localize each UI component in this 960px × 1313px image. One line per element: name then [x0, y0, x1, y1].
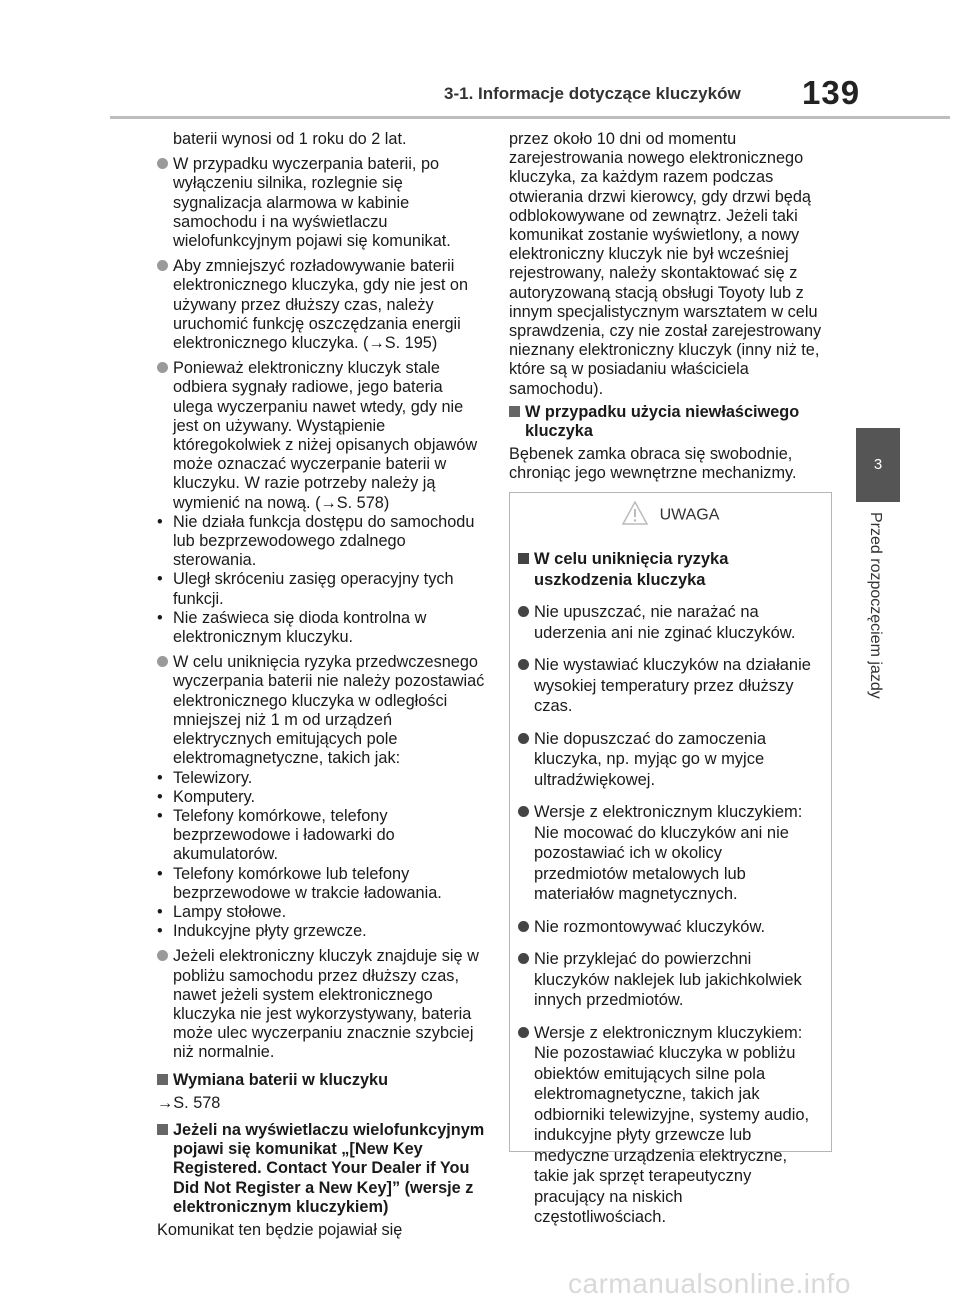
- list-item-text: Aby zmniejszyć rozładowywanie baterii elektronicznego kluczyka, gdy nie jest on używany przez dłuższy czas, należy uruchomić funkcję oszczędzania energii elektronicznego kluczyka. (→S. 195): [173, 257, 469, 353]
- warning-item: [518, 1023, 817, 1228]
- page-reference-link[interactable]: →S. 578: [157, 1093, 221, 1112]
- dot-marker-icon: •: [157, 902, 163, 921]
- sub-list-item: [157, 922, 487, 941]
- sub-list-item-text: Lampy stołowe.: [173, 902, 287, 921]
- dot-marker-icon: •: [157, 512, 163, 531]
- sub-list-item: [157, 570, 487, 608]
- list-item: [157, 947, 487, 1062]
- subheading-text: Wymiana baterii w kluczyku: [173, 1070, 389, 1089]
- square-marker-icon: [157, 1124, 168, 1135]
- warning-item-text: Wersje z elektronicznym kluczykiem: Nie pozostawiać kluczyka w pobliżu obiektów emitujących silne pola elektromagnetyczne, takich jak odbiorniki telewizyjne, systemy audio, indukcyjne płyty grzewcze lub medyczne urządzenia elektryczne, takie jak sprzęt terapeutyczny pracujący na niskich częstotliwościach.: [534, 1023, 810, 1226]
- bullet-icon: [157, 158, 168, 169]
- dot-marker-icon: •: [157, 608, 163, 627]
- square-marker-icon: [509, 406, 520, 417]
- list-item-text: Ponieważ elektroniczny kluczyk stale odbiera sygnały radiowe, jego bateria ulega wyczerpaniu nawet wtedy, gdy nie jest on używany. Wystąpienie któregokolwiek z niżej opisanych objawów może oznaczać wyczerpanie baterii w kluczyku. W razie potrzeby należy ją wymienić na nową. (→S. 578): [173, 359, 478, 512]
- square-marker-icon: [157, 1074, 168, 1085]
- sub-list-item-text: Telewizory.: [173, 768, 253, 787]
- warning-item: [518, 602, 817, 643]
- warning-item-text: Nie wystawiać kluczyków na działanie wysokiej temperatury przez dłuższy czas.: [534, 656, 811, 715]
- left-column: [157, 130, 487, 1246]
- warning-item-text: Nie przyklejać do powierzchni kluczyków naklejek lub jakichkolwiek innych przedmiotów.: [534, 950, 802, 1009]
- list-item-text: Jeżeli elektroniczny kluczyk znajduje się w pobliżu samochodu przez dłuższy czas, nawet jeżeli system elektronicznego kluczyka nie jest wykorzystywany, bateria może ulec wyczerpaniu znacznie szybciej niż normalnie.: [173, 947, 479, 1062]
- sub-list-item: [157, 807, 487, 865]
- warning-header: [510, 493, 831, 541]
- list-item: [157, 155, 487, 251]
- paragraph: Komunikat ten będzie pojawiał się: [157, 1220, 403, 1239]
- bullet-icon: [518, 1027, 529, 1038]
- watermark: carmanualsonline.info: [568, 1268, 851, 1299]
- warning-item: [518, 949, 817, 1011]
- sub-list-item-text: Komputery.: [173, 787, 256, 806]
- bullet-icon: [518, 733, 529, 744]
- dot-marker-icon: •: [157, 864, 163, 883]
- warning-item-text: Wersje z elektronicznym kluczykiem: Nie mocować do kluczyków ani nie pozostawiać ich w okolicy przedmiotów metalowych lub materiałów magnetycznych.: [534, 803, 803, 903]
- bullet-icon: [157, 362, 168, 373]
- sub-list-item: [157, 903, 487, 922]
- page-number: 139: [802, 74, 861, 111]
- list-item: [157, 257, 487, 353]
- bullet-icon: [518, 659, 529, 670]
- dot-marker-icon: •: [157, 570, 163, 589]
- sub-list-item-text: Indukcyjne płyty grzewcze.: [173, 922, 367, 941]
- chapter-tab[interactable]: 3: [856, 428, 900, 502]
- sub-list-item: [157, 788, 487, 807]
- header-divider: [110, 116, 950, 119]
- warning-item: [518, 655, 817, 717]
- bullet-icon: [518, 921, 529, 932]
- right-column: [509, 130, 834, 490]
- warning-item-text: Nie rozmontowywać kluczyków.: [534, 917, 766, 936]
- sub-list-item-text: Telefony komórkowe lub telefony bezprzewodowe w trakcie ładowania.: [173, 864, 442, 902]
- chapter-name: Przed rozpoczęciem jazdy: [867, 512, 884, 699]
- bullet-icon: [157, 260, 168, 271]
- warning-item-text: Nie dopuszczać do zamoczenia kluczyka, np. myjąc go w myjce ultradźwiękowej.: [534, 729, 767, 789]
- subheading: [157, 1121, 487, 1217]
- sub-list-item-text: Nie działa funkcja dostępu do samochodu lub bezprzewodowego zdalnego sterowania.: [173, 512, 475, 570]
- section-title: 3-1. Informacje dotyczące kluczyków: [444, 84, 741, 103]
- bullet-icon: [518, 606, 529, 617]
- sub-list-item: [157, 609, 487, 647]
- sub-list-item: [157, 769, 487, 788]
- warning-item-text: Nie upuszczać, nie narażać na uderzenia ani nie zginać kluczyków.: [534, 603, 796, 642]
- paragraph: baterii wynosi od 1 roku do 2 lat.: [173, 130, 407, 148]
- list-item-text: W celu uniknięcia ryzyka przedwczesnego wyczerpania baterii nie należy pozostawiać elektronicznego kluczyka w odległości mniejszej niż 1 m od urządzeń elektrycznych emitujących pole elektromagnetyczne, takich jak:: [173, 653, 485, 768]
- warning-label: UWAGA: [659, 506, 720, 524]
- square-marker-icon: [518, 553, 529, 564]
- warning-item: [518, 917, 817, 938]
- warning-box: [509, 492, 832, 1226]
- bullet-icon: [518, 806, 529, 817]
- list-item-text: W przypadku wyczerpania baterii, po wyłączeniu silnika, rozlegnie się sygnalizacja alarmowa w kabinie samochodu i na wyświetlaczu wielofunkcyjnym pojawi się komunikat.: [173, 155, 451, 251]
- warning-heading: [518, 549, 817, 590]
- list-item: [157, 359, 487, 513]
- paragraph: Bębenek zamka obraca się swobodnie, chroniąc jego wewnętrzne mechanizmy.: [509, 445, 797, 483]
- sub-list-item: [157, 865, 487, 903]
- bullet-icon: [157, 950, 168, 961]
- sub-list-item-text: Nie zaświeca się dioda kontrolna w elektronicznym kluczyku.: [173, 608, 427, 647]
- subheading: [509, 403, 834, 441]
- sub-list-item-text: Uległ skróceniu zasięg operacyjny tych funkcji.: [173, 570, 454, 608]
- subheading: [157, 1071, 487, 1090]
- dot-marker-icon: •: [157, 768, 163, 787]
- sub-list-item: [157, 513, 487, 571]
- dot-marker-icon: •: [157, 787, 163, 806]
- warning-body: [510, 549, 831, 1228]
- warning-triangle-icon: [622, 501, 648, 530]
- warning-item: [518, 729, 817, 791]
- subheading-text: W przypadku użycia niewłaściwego kluczyka: [525, 402, 800, 441]
- paragraph: przez około 10 dni od momentu zarejestrowania nowego elektronicznego kluczyka, za każdym razem podczas otwierania drzwi kierowcy, gdy drzwi będą odblokowywane od zewnątrz. Jeżeli taki komunikat zostanie wyświetlony, a nowy elektroniczny kluczyk nie był wcześniej rejestrowany, należy skontaktować się z autoryzowaną stacją obsługi Toyoty lub z innym specjalistycznym warsztatem w celu sprawdzenia, czy nie został zarejestrowany nieznany elektroniczny kluczyk (inny niż te, które są w posiadaniu właściciela samochodu).: [509, 130, 822, 398]
- subheading-text: Jeżeli na wyświetlaczu wielofunkcyjnym pojawi się komunikat „[New Key Registered. Contact Your Dealer if You Did Not Register a New Key]” (wersje z elektronicznym kluczykiem): [173, 1120, 485, 1216]
- bullet-icon: [518, 953, 529, 964]
- warning-item: [518, 802, 817, 905]
- warning-heading-text: W celu uniknięcia ryzyka uszkodzenia kluczyka: [534, 550, 729, 589]
- sub-list-item-text: Telefony komórkowe, telefony bezprzewodowe i ładowarki do akumulatorów.: [173, 806, 395, 864]
- dot-marker-icon: •: [157, 922, 163, 941]
- dot-marker-icon: •: [157, 806, 163, 825]
- bullet-icon: [157, 656, 168, 667]
- list-item: [157, 653, 487, 768]
